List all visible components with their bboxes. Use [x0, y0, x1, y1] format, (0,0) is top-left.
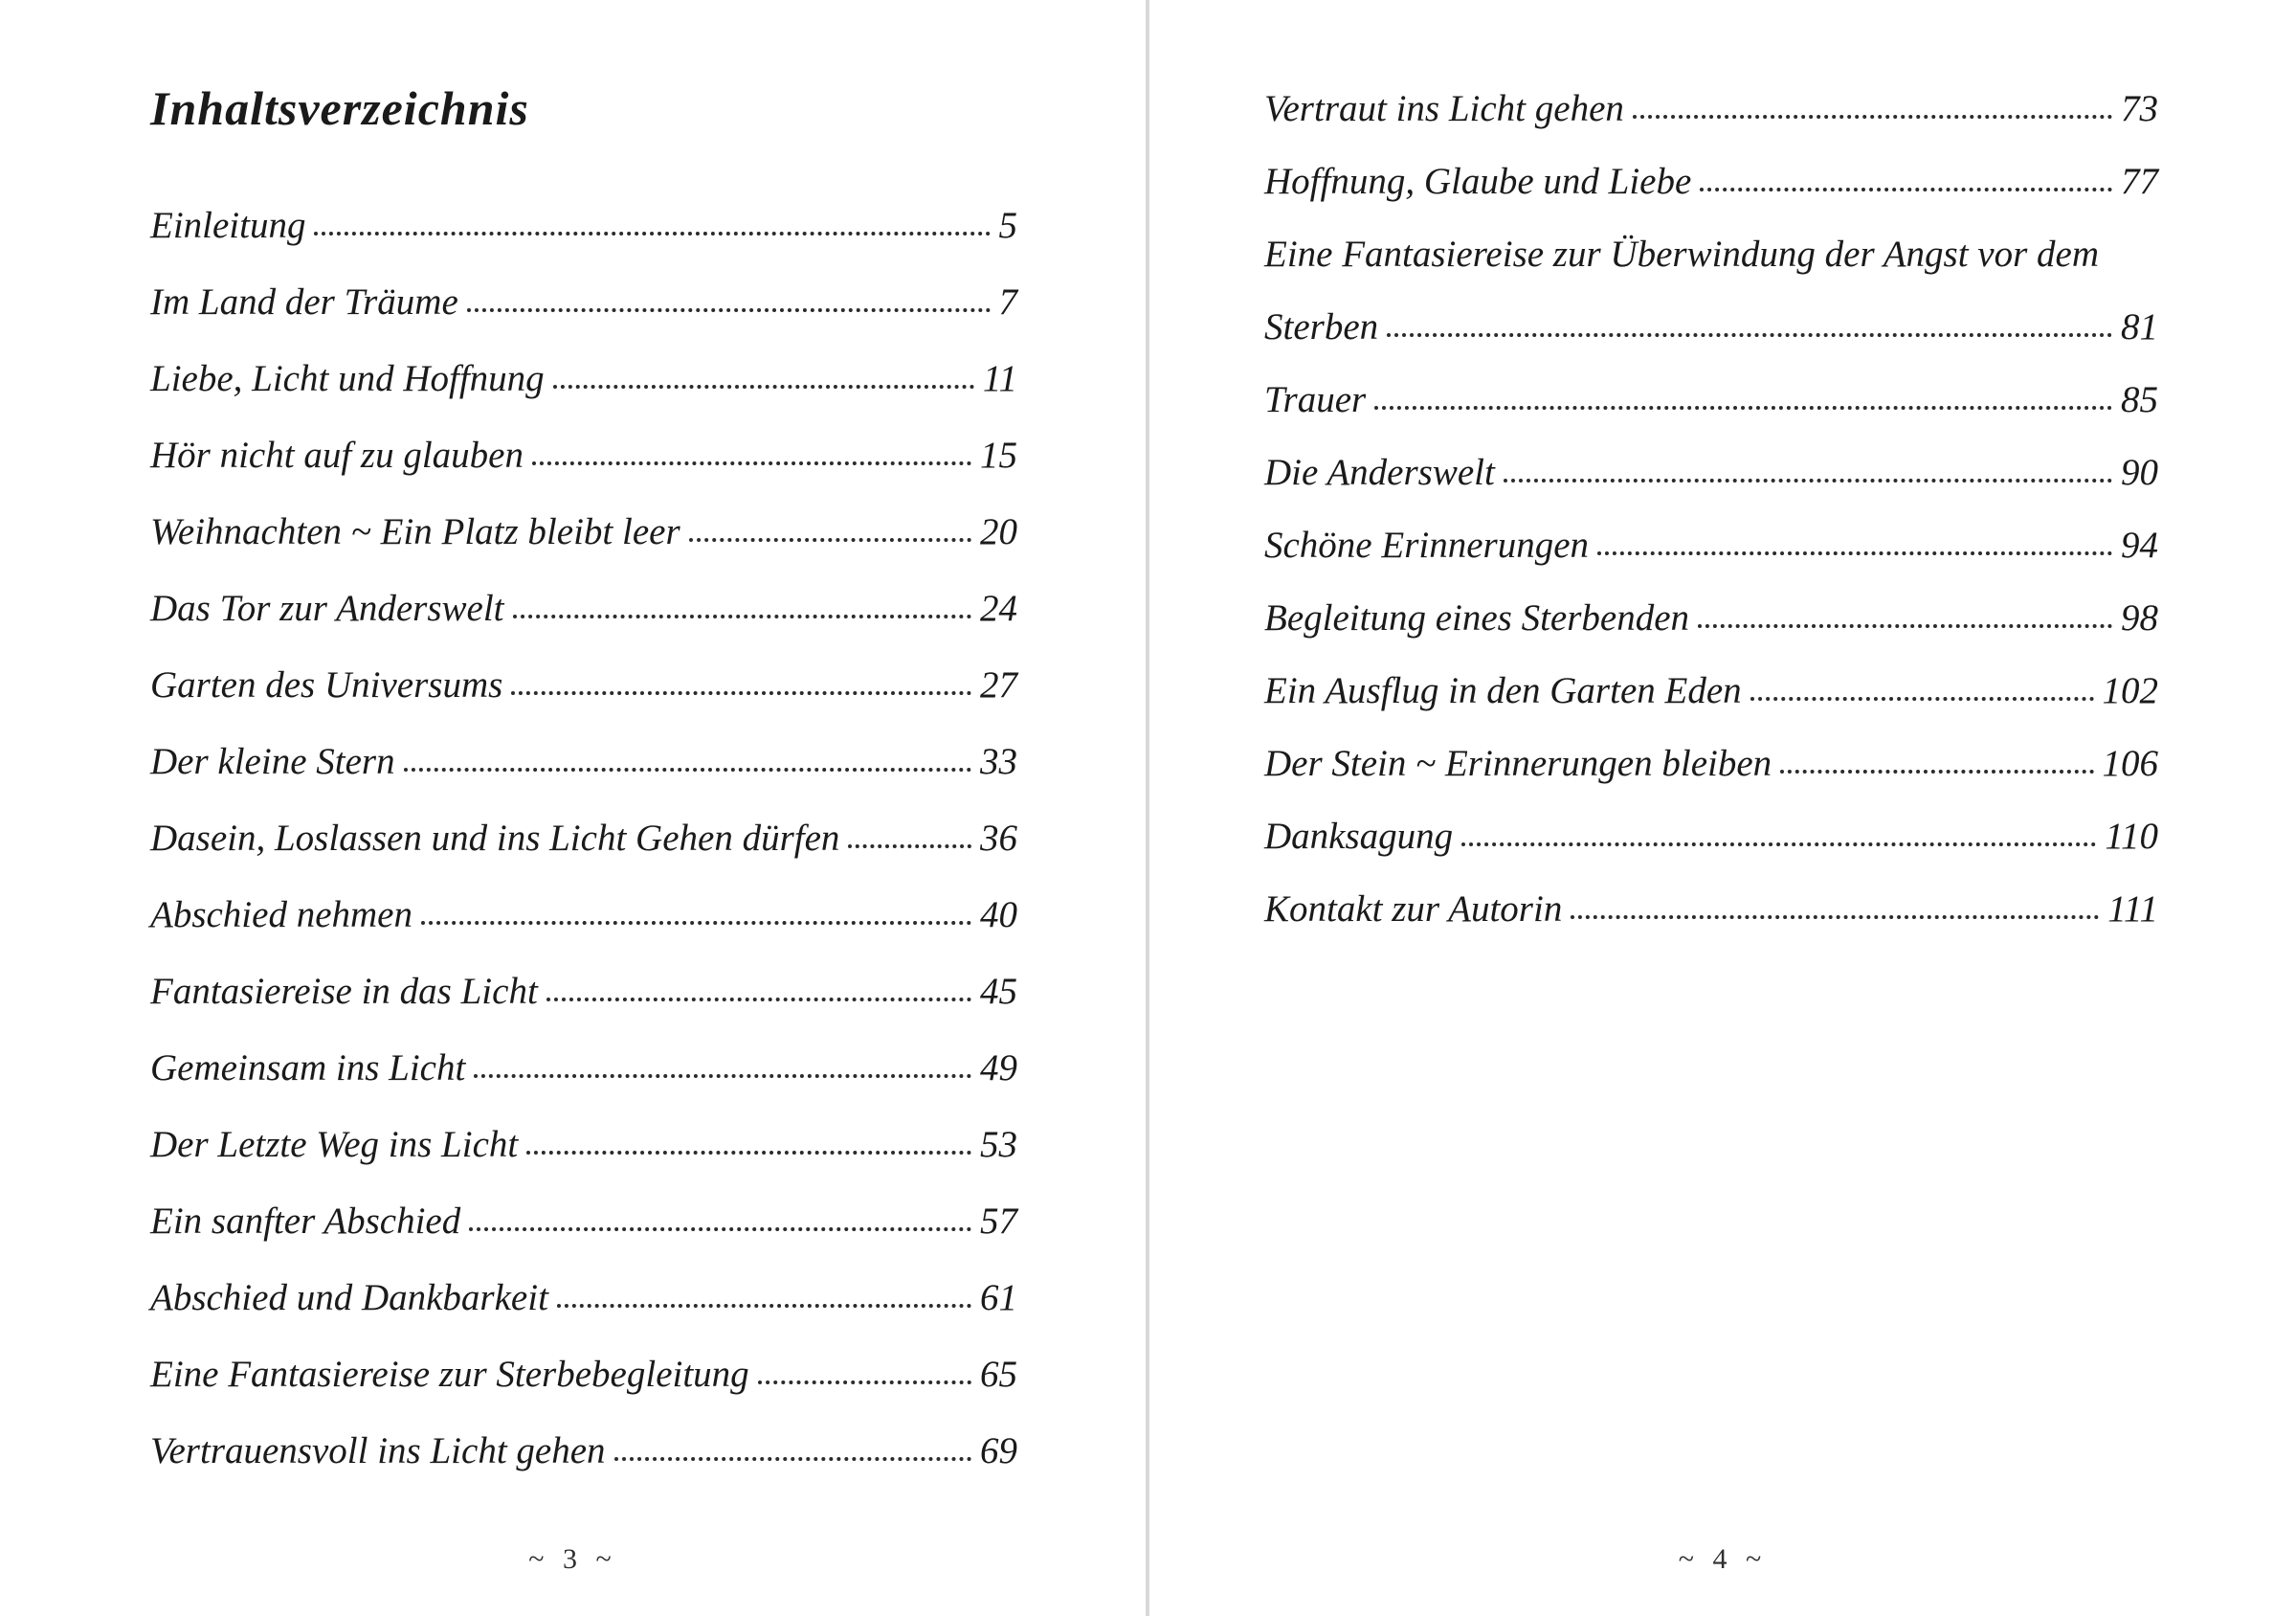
- dot-leader: [1504, 479, 2112, 483]
- dot-leader: [614, 1457, 971, 1461]
- dot-leader: [526, 1151, 971, 1155]
- toc-entry: [150, 1329, 1017, 1405]
- toc-entry: [1264, 722, 2158, 795]
- toc-entry-title: Abschied nehmen: [150, 894, 412, 935]
- dot-leader: [421, 921, 971, 925]
- toc-entry-page-number: 5: [998, 205, 1017, 246]
- toc-entry-title: Liebe, Licht und Hoffnung: [150, 358, 545, 399]
- toc-entry-title: Schöne Erinnerungen: [1264, 525, 1590, 566]
- toc-entry-page-number: 27: [980, 664, 1017, 706]
- toc-entry-title: Kontakt zur Autorin: [1264, 888, 1563, 930]
- dot-leader: [1597, 551, 2112, 555]
- toc-entry: [150, 1099, 1017, 1176]
- dot-leader: [1461, 842, 2096, 846]
- toc-entry-title: Eine Fantasiereise zur Überwindung der Angst vor dem: [1264, 234, 2099, 275]
- toc-entry: [1264, 795, 2158, 867]
- toc-entry-page-number: 33: [980, 741, 1017, 782]
- toc-entry-page-number: 7: [998, 281, 1017, 323]
- toc-entry-page-number: 15: [980, 435, 1017, 476]
- toc-entry-page-number: 106: [2102, 743, 2158, 784]
- toc-entry: [150, 1022, 1017, 1099]
- toc-entry-page-number: 24: [980, 588, 1017, 629]
- toc-entry-title: Ein sanfter Abschied: [150, 1201, 461, 1242]
- toc-entry-title: Einleitung: [150, 205, 306, 246]
- toc-entry: [150, 257, 1017, 333]
- dot-leader: [1700, 188, 2112, 191]
- dot-leader: [553, 385, 974, 389]
- toc-entry: [150, 1405, 1017, 1482]
- toc-entry-title: Der kleine Stern: [150, 741, 395, 782]
- dot-leader: [532, 461, 971, 465]
- toc-entry-page-number: 69: [980, 1430, 1017, 1471]
- page-footer-left: ~ 3 ~: [528, 1543, 617, 1575]
- toc-entry-page-number: 94: [2121, 525, 2158, 566]
- toc-entry: [150, 1252, 1017, 1329]
- toc-entry: [150, 410, 1017, 486]
- dot-leader: [1374, 406, 2112, 410]
- toc-entry: [1264, 431, 2158, 504]
- toc-entry: [150, 486, 1017, 563]
- toc-entry-page-number: 36: [980, 818, 1017, 859]
- toc-entry-page-number: 20: [980, 511, 1017, 552]
- toc-entry-page-number: 65: [980, 1354, 1017, 1395]
- toc-entry: [150, 640, 1017, 716]
- toc-entry-title: Der Stein ~ Erinnerungen bleiben: [1264, 743, 1772, 784]
- toc-entry: [150, 1176, 1017, 1252]
- toc-entry-title: Ein Ausflug in den Garten Eden: [1264, 670, 1742, 711]
- dot-leader: [689, 538, 971, 542]
- dot-leader: [1750, 697, 2094, 701]
- toc-entry-title: Hoffnung, Glaube und Liebe: [1264, 161, 1692, 202]
- toc-entry-title: Dasein, Loslassen und ins Licht Gehen dürfen: [150, 818, 840, 859]
- dot-leader: [848, 844, 971, 848]
- toc-entry: [150, 716, 1017, 793]
- toc-entry-title: Das Tor zur Anderswelt: [150, 588, 504, 629]
- toc-entry: [150, 333, 1017, 410]
- dot-leader: [467, 308, 991, 312]
- toc-entry-title: Gemeinsam ins Licht: [150, 1047, 466, 1089]
- dot-leader: [546, 998, 971, 1001]
- toc-entry: [1264, 576, 2158, 649]
- toc-entry-wrapped-line: [1264, 213, 2158, 285]
- toc-list-right: [1264, 67, 2158, 940]
- toc-entry-title: Sterben: [1264, 306, 1379, 348]
- toc-entry-title: Im Land der Träume: [150, 281, 458, 323]
- toc-entry: [1264, 67, 2158, 140]
- right-page: [1149, 0, 2296, 1616]
- dot-leader: [1633, 115, 2112, 119]
- toc-entry-page-number: 45: [980, 971, 1017, 1012]
- toc-entry-title: Die Anderswelt: [1264, 452, 1495, 493]
- dot-leader: [474, 1074, 971, 1078]
- toc-entry-title: Begleitung eines Sterbenden: [1264, 597, 1690, 639]
- toc-entry: [1264, 285, 2158, 358]
- dot-leader: [511, 691, 971, 695]
- toc-entry-page-number: 81: [2121, 306, 2158, 348]
- toc-entry-page-number: 73: [2121, 88, 2158, 129]
- toc-list-left: [150, 180, 1017, 1482]
- toc-entry-page-number: 111: [2107, 888, 2158, 930]
- toc-entry-page-number: 40: [980, 894, 1017, 935]
- dot-leader: [314, 232, 990, 236]
- toc-entry-page-number: 98: [2121, 597, 2158, 639]
- dot-leader: [1780, 770, 2093, 774]
- toc-entry-page-number: 57: [980, 1201, 1017, 1242]
- toc-entry: [1264, 358, 2158, 431]
- toc-entry-page-number: 53: [980, 1124, 1017, 1165]
- toc-entry-page-number: 102: [2102, 670, 2158, 711]
- toc-entry: [150, 946, 1017, 1022]
- dot-leader: [1387, 333, 2112, 337]
- toc-entry-title: Vertraut ins Licht gehen: [1264, 88, 1624, 129]
- toc-entry-page-number: 11: [982, 358, 1017, 399]
- toc-entry-title: Abschied und Dankbarkeit: [150, 1277, 548, 1318]
- dot-leader: [1571, 915, 2099, 919]
- dot-leader: [758, 1380, 971, 1384]
- dot-leader: [1698, 624, 2112, 628]
- toc-entry-page-number: 49: [980, 1047, 1017, 1089]
- dot-leader: [469, 1227, 971, 1231]
- toc-entry-title: Eine Fantasiereise zur Sterbebegleitung: [150, 1354, 749, 1395]
- toc-entry-title: Garten des Universums: [150, 664, 503, 706]
- dot-leader: [557, 1304, 971, 1308]
- page-title: Inhaltsverzeichnis: [150, 81, 529, 135]
- dot-leader: [513, 615, 971, 618]
- toc-entry: [1264, 140, 2158, 213]
- toc-entry: [150, 793, 1017, 869]
- toc-entry-page-number: 90: [2121, 452, 2158, 493]
- toc-entry: [1264, 504, 2158, 576]
- toc-entry-title: Hör nicht auf zu glauben: [150, 435, 524, 476]
- toc-entry: [150, 180, 1017, 257]
- toc-entry: [1264, 649, 2158, 722]
- toc-entry-title: Danksagung: [1264, 816, 1454, 857]
- toc-entry-title: Fantasiereise in das Licht: [150, 971, 538, 1012]
- toc-entry: [150, 869, 1017, 946]
- toc-entry-title: Weihnachten ~ Ein Platz bleibt leer: [150, 511, 680, 552]
- toc-entry: [1264, 867, 2158, 940]
- page-footer-right: ~ 4 ~: [1678, 1543, 1768, 1575]
- toc-entry-page-number: 85: [2121, 379, 2158, 420]
- toc-entry-page-number: 110: [2105, 816, 2158, 857]
- toc-entry-page-number: 61: [980, 1277, 1017, 1318]
- toc-entry: [150, 563, 1017, 640]
- toc-entry-title: Der Letzte Weg ins Licht: [150, 1124, 519, 1165]
- toc-entry-title: Vertrauensvoll ins Licht gehen: [150, 1430, 606, 1471]
- toc-entry-page-number: 77: [2121, 161, 2158, 202]
- left-page: [0, 0, 1146, 1616]
- dot-leader: [404, 768, 971, 772]
- toc-entry-title: Trauer: [1264, 379, 1367, 420]
